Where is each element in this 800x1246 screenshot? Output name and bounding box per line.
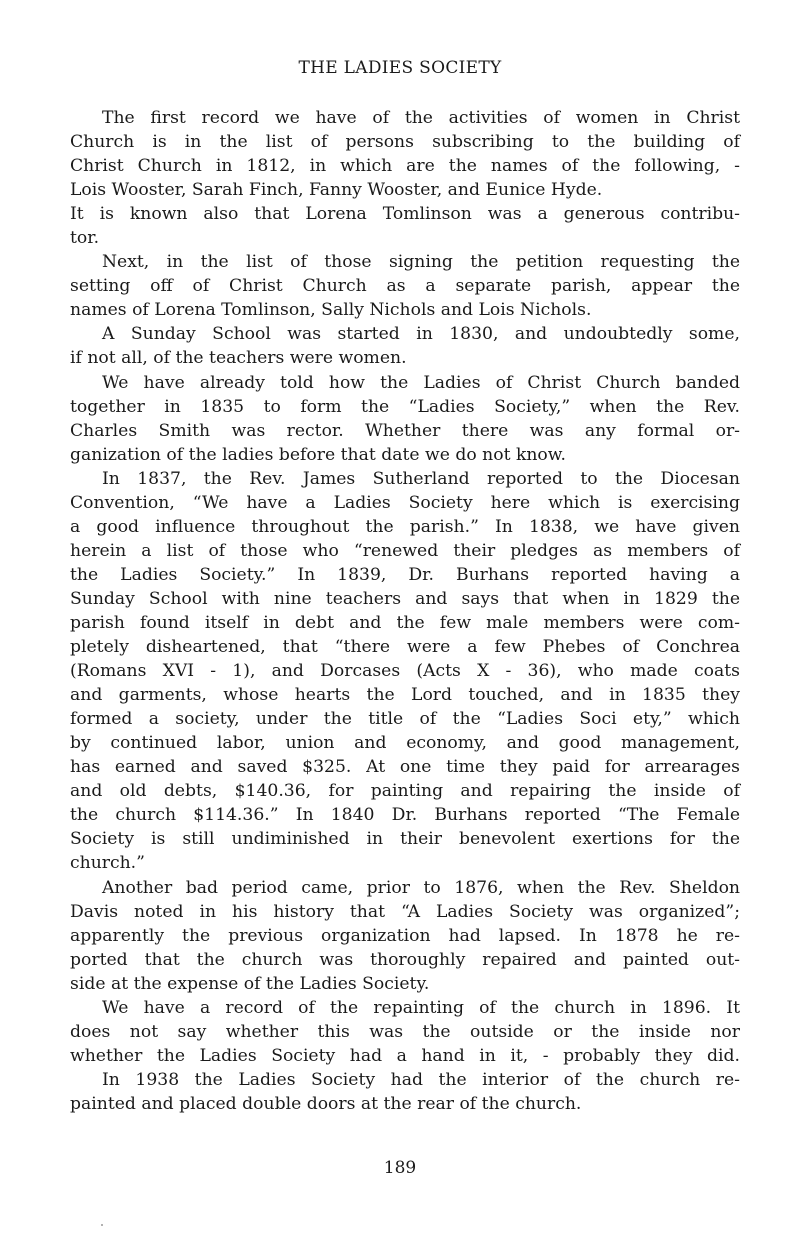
text-line: Another bad period came, prior to 1876, when the Rev. Sheldon (102, 877, 740, 898)
body-text (70, 106, 740, 1116)
text-line: Convention, “We have a Ladies Society here which is exercising (70, 492, 740, 513)
text-line: and old debts, $140.36, for painting and repairing the inside of (70, 781, 740, 802)
text-line: Christ Church in 1812, in which are the names of the following, - (70, 156, 740, 177)
text-line: together in 1835 to form the “Ladies Society,” when the Rev. (70, 396, 740, 417)
text-line: Charles Smith was rector. Whether there was any formal or- (70, 420, 740, 441)
text-line: herein a list of those who “renewed their pledges as members of (70, 540, 740, 561)
text-line: A Sunday School was started in 1830, and undoubtedly some, (102, 324, 740, 345)
text-line: (Romans XVI - 1), and Dorcases (Acts X - 36), who made coats (70, 661, 740, 682)
text-line: names of Lorena Tomlinson, Sally Nichols and Lois Nichols. (70, 300, 592, 321)
text-line: Next, in the list of those signing the petition requesting the (102, 252, 740, 273)
text-line: the church $114.36.” In 1840 Dr. Burhans reported “The Female (70, 805, 740, 826)
text-line: Society is still undiminished in their benevolent exertions for the (70, 829, 740, 850)
text-line: Lois Wooster, Sarah Finch, Fanny Wooster, and Eunice Hyde. (70, 180, 603, 201)
text-line: and garments, whose hearts the Lord touched, and in 1835 they (70, 685, 740, 706)
text-line: Davis noted in his history that “A Ladies Society was organized”; (70, 901, 740, 922)
text-line: does not say whether this was the outside or the inside nor (70, 1021, 740, 1042)
text-line: The first record we have of the activities of women in Christ (102, 108, 740, 128)
scan-speck (101, 1224, 103, 1226)
text-line: setting off of Christ Church as a separate parish, appear the (70, 276, 740, 297)
text-line: It is known also that Lorena Tomlinson was a generous contribu- (70, 204, 740, 225)
text-line: ganization of the ladies before that date we do not know. (70, 444, 566, 465)
text-line: We have already told how the Ladies of Christ Church banded (102, 372, 740, 393)
page-number: 189 (383, 1158, 417, 1178)
text-line: ported that the church was thoroughly repaired and painted out- (70, 949, 740, 970)
page-title: THE LADIES SOCIETY (298, 58, 502, 78)
text-line: by continued labor, union and economy, and good management, (70, 733, 740, 754)
text-line: a good influence throughout the parish.” In 1838, we have given (70, 516, 740, 537)
text-line: We have a record of the repainting of the church in 1896. It (102, 997, 740, 1018)
text-line: tor. (70, 228, 100, 249)
text-line: church.” (70, 853, 145, 874)
text-line: painted and placed double doors at the rear of the church. (70, 1093, 582, 1114)
text-line: if not all, of the teachers were women. (70, 348, 407, 369)
text-line: has earned and saved $325. At one time they paid for arrearages (70, 757, 740, 778)
text-line: formed a society, under the title of the “Ladies Soci ety,” which (70, 709, 740, 730)
text-line: In 1938 the Ladies Society had the interior of the church re- (102, 1069, 740, 1090)
text-line: Sunday School with nine teachers and says that when in 1829 the (70, 588, 740, 609)
text-line: apparently the previous organization had lapsed. In 1878 he re- (70, 925, 740, 946)
text-line: parish found itself in debt and the few male members were com- (70, 612, 740, 633)
text-line: pletely disheartened, that “there were a few Phebes of Conchrea (70, 637, 740, 658)
text-line: whether the Ladies Society had a hand in it, - probably they did. (70, 1045, 740, 1066)
text-line: side at the expense of the Ladies Society. (70, 973, 430, 994)
text-line: In 1837, the Rev. James Sutherland reported to the Diocesan (102, 468, 740, 489)
text-line: Church is in the list of persons subscribing to the building of (70, 132, 740, 153)
text-line: the Ladies Society.” In 1839, Dr. Burhans reported having a (70, 564, 740, 585)
